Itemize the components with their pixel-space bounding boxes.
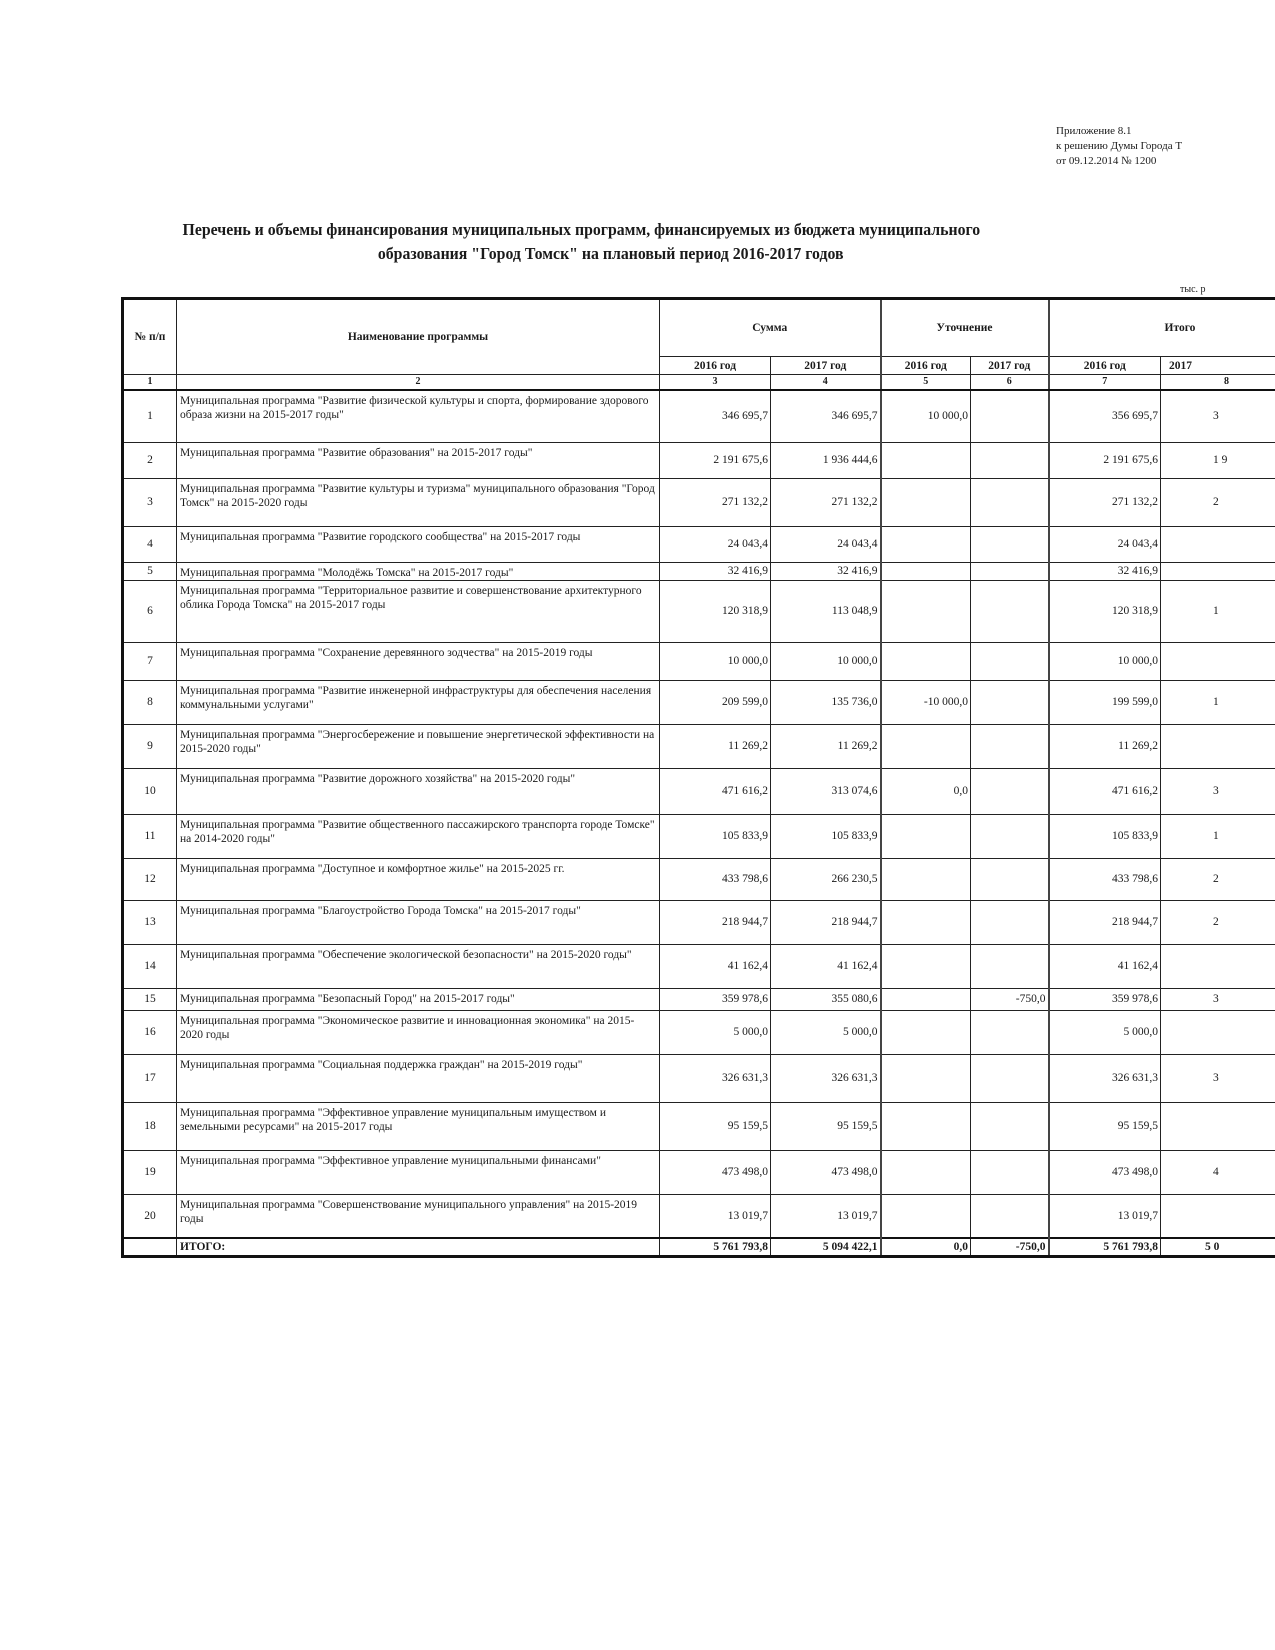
adjust-2016 xyxy=(881,1102,971,1150)
total-2017 xyxy=(1161,642,1275,680)
total-2016: 24 043,4 xyxy=(1049,526,1161,562)
row-number: 11 xyxy=(123,814,177,858)
total-2016: 95 159,5 xyxy=(1049,1102,1161,1150)
total-2016: 5 000,0 xyxy=(1049,1010,1161,1054)
adjust-2017 xyxy=(971,562,1049,580)
total-2016: 13 019,7 xyxy=(1049,1194,1161,1238)
adjust-2016 xyxy=(881,526,971,562)
adjust-2016 xyxy=(881,1150,971,1194)
header-adjust-2016: 2016 год xyxy=(881,357,971,375)
total-2016: 359 978,6 xyxy=(1049,988,1161,1010)
column-numbers-row xyxy=(123,375,1275,391)
units-label: тыс. р xyxy=(1180,284,1206,295)
document-title xyxy=(150,218,1196,266)
row-number: 5 xyxy=(123,562,177,580)
sum-2016: 326 631,3 xyxy=(660,1054,771,1102)
sum-2017: 41 162,4 xyxy=(771,944,881,988)
table-row xyxy=(123,1010,1275,1054)
total-row xyxy=(123,1238,1275,1257)
sum-2017: 13 019,7 xyxy=(771,1194,881,1238)
sum-2017: 10 000,0 xyxy=(771,642,881,680)
sum-2016: 471 616,2 xyxy=(660,768,771,814)
col-number: 6 xyxy=(971,375,1049,391)
adjust-2017 xyxy=(971,900,1049,944)
appendix-line-3: от 09.12.2014 № 1200 xyxy=(1056,155,1157,167)
adjust-2017: -750,0 xyxy=(971,988,1049,1010)
program-name: Муниципальная программа "Развитие городского сообщества" на 2015-2017 годы xyxy=(177,526,660,562)
col-number: 8 xyxy=(1161,375,1275,391)
adjust-2017 xyxy=(971,390,1049,442)
sum-2017: 218 944,7 xyxy=(771,900,881,944)
table-row xyxy=(123,1194,1275,1238)
total-2017: 4 xyxy=(1161,1150,1275,1194)
program-name: Муниципальная программа "Развитие общественного пассажирского транспорта городе Томске" на 2014-2020 годы" xyxy=(177,814,660,858)
sum-2016: 209 599,0 xyxy=(660,680,771,724)
row-number: 4 xyxy=(123,526,177,562)
row-number: 13 xyxy=(123,900,177,944)
table-row xyxy=(123,562,1275,580)
total-2017 xyxy=(1161,526,1275,562)
total-2016: 41 162,4 xyxy=(1049,944,1161,988)
program-name: Муниципальная программа "Развитие культуры и туризма" муниципального образования "Город Томск" на 2015-2020 годы xyxy=(177,478,660,526)
sum-2017: 32 416,9 xyxy=(771,562,881,580)
total-2017 xyxy=(1161,1194,1275,1238)
sum-2016: 95 159,5 xyxy=(660,1102,771,1150)
sum-2017: 11 269,2 xyxy=(771,724,881,768)
total-empty xyxy=(123,1238,177,1257)
total-2017 xyxy=(1161,944,1275,988)
adjust-2016 xyxy=(881,442,971,478)
adjust-2016 xyxy=(881,988,971,1010)
adjust-2017 xyxy=(971,642,1049,680)
adjust-2016 xyxy=(881,642,971,680)
total-2016: 10 000,0 xyxy=(1049,642,1161,680)
total-2016: 326 631,3 xyxy=(1049,1054,1161,1102)
row-number: 1 xyxy=(123,390,177,442)
header-total-2017: 2017 xyxy=(1161,357,1275,375)
program-name: Муниципальная программа "Доступное и комфортное жилье" на 2015-2025 гг. xyxy=(177,858,660,900)
adjust-2017 xyxy=(971,858,1049,900)
row-number: 9 xyxy=(123,724,177,768)
sum-2017: 313 074,6 xyxy=(771,768,881,814)
total-2016: 32 416,9 xyxy=(1049,562,1161,580)
total-2017: 2 xyxy=(1161,900,1275,944)
adjust-2016 xyxy=(881,1194,971,1238)
sum-2016: 473 498,0 xyxy=(660,1150,771,1194)
row-number: 7 xyxy=(123,642,177,680)
header-num: № п/п xyxy=(123,299,177,375)
header-adjust-2017: 2017 год xyxy=(971,357,1049,375)
program-name: Муниципальная программа "Молодёжь Томска" на 2015-2017 годы" xyxy=(177,562,660,580)
adjust-2017 xyxy=(971,1010,1049,1054)
total-2016: 2 191 675,6 xyxy=(1049,442,1161,478)
table-row xyxy=(123,814,1275,858)
total-2017: 1 9 xyxy=(1161,442,1275,478)
total-total-2017: 5 0 xyxy=(1161,1238,1275,1257)
program-name: Муниципальная программа "Развитие дорожного хозяйства" на 2015-2020 годы" xyxy=(177,768,660,814)
adjust-2017 xyxy=(971,580,1049,642)
program-name: Муниципальная программа "Совершенствование муниципального управления" на 2015-2019 годы xyxy=(177,1194,660,1238)
col-number: 5 xyxy=(881,375,971,391)
sum-2017: 95 159,5 xyxy=(771,1102,881,1150)
program-name: Муниципальная программа "Социальная поддержка граждан" на 2015-2019 годы" xyxy=(177,1054,660,1102)
adjust-2017 xyxy=(971,680,1049,724)
adjust-2017 xyxy=(971,768,1049,814)
total-2017: 3 xyxy=(1161,768,1275,814)
table-row xyxy=(123,1150,1275,1194)
adjust-2017 xyxy=(971,1150,1049,1194)
row-number: 6 xyxy=(123,580,177,642)
sum-2016: 13 019,7 xyxy=(660,1194,771,1238)
row-number: 12 xyxy=(123,858,177,900)
row-number: 18 xyxy=(123,1102,177,1150)
total-sum-2017: 5 094 422,1 xyxy=(771,1238,881,1257)
total-2017 xyxy=(1161,724,1275,768)
program-name: Муниципальная программа "Энергосбережение и повышение энергетической эффективности на 2015-2020 годы" xyxy=(177,724,660,768)
adjust-2016 xyxy=(881,562,971,580)
col-number: 7 xyxy=(1049,375,1161,391)
sum-2017: 473 498,0 xyxy=(771,1150,881,1194)
table-row xyxy=(123,724,1275,768)
adjust-2016 xyxy=(881,580,971,642)
total-sum-2016: 5 761 793,8 xyxy=(660,1238,771,1257)
adjust-2016 xyxy=(881,1054,971,1102)
header-sum-2017: 2017 год xyxy=(771,357,881,375)
sum-2016: 2 191 675,6 xyxy=(660,442,771,478)
total-2016: 218 944,7 xyxy=(1049,900,1161,944)
title-line-1: Перечень и объемы финансирования муниципальных программ, финансируемых из бюджета муниципального xyxy=(182,220,981,239)
table-row xyxy=(123,858,1275,900)
total-2016: 433 798,6 xyxy=(1049,858,1161,900)
total-2017: 1 xyxy=(1161,580,1275,642)
program-name: Муниципальная программа "Развитие инженерной инфраструктуры для обеспечения населения коммунальными услугами" xyxy=(177,680,660,724)
total-2016: 356 695,7 xyxy=(1049,390,1161,442)
appendix-note xyxy=(1056,124,1182,169)
total-2016: 11 269,2 xyxy=(1049,724,1161,768)
total-adjust-2017: -750,0 xyxy=(971,1238,1049,1257)
total-2016: 199 599,0 xyxy=(1049,680,1161,724)
total-2016: 120 318,9 xyxy=(1049,580,1161,642)
sum-2017: 5 000,0 xyxy=(771,1010,881,1054)
program-name: Муниципальная программа "Развитие образования" на 2015-2017 годы" xyxy=(177,442,660,478)
table-row xyxy=(123,580,1275,642)
appendix-line-1: Приложение 8.1 xyxy=(1056,125,1132,137)
total-2017: 2 xyxy=(1161,478,1275,526)
total-2017 xyxy=(1161,1010,1275,1054)
total-2016: 471 616,2 xyxy=(1049,768,1161,814)
adjust-2016 xyxy=(881,1010,971,1054)
program-name: Муниципальная программа "Экономическое развитие и инновационная экономика" на 2015-2020 годы xyxy=(177,1010,660,1054)
table-row xyxy=(123,768,1275,814)
sum-2017: 24 043,4 xyxy=(771,526,881,562)
sum-2016: 271 132,2 xyxy=(660,478,771,526)
row-number: 3 xyxy=(123,478,177,526)
appendix-line-2: к решению Думы Города Т xyxy=(1056,140,1183,152)
adjust-2017 xyxy=(971,1102,1049,1150)
table-row xyxy=(123,900,1275,944)
adjust-2017 xyxy=(971,724,1049,768)
sum-2017: 1 936 444,6 xyxy=(771,442,881,478)
table-row xyxy=(123,442,1275,478)
programs-table xyxy=(121,297,1275,1258)
program-name: Муниципальная программа "Сохранение деревянного зодчества" на 2015-2019 годы xyxy=(177,642,660,680)
sum-2016: 359 978,6 xyxy=(660,988,771,1010)
program-name: Муниципальная программа "Благоустройство Города Томска" на 2015-2017 годы" xyxy=(177,900,660,944)
total-label: ИТОГО: xyxy=(177,1238,660,1257)
sum-2017: 271 132,2 xyxy=(771,478,881,526)
sum-2017: 326 631,3 xyxy=(771,1054,881,1102)
program-name: Муниципальная программа "Территориальное развитие и совершенствование архитектурного облика Города Томска" на 2015-2017 годы xyxy=(177,580,660,642)
table-row xyxy=(123,642,1275,680)
adjust-2016: 0,0 xyxy=(881,768,971,814)
header-total: Итого xyxy=(1049,299,1275,357)
table-row xyxy=(123,944,1275,988)
adjust-2017 xyxy=(971,442,1049,478)
sum-2016: 346 695,7 xyxy=(660,390,771,442)
adjust-2016 xyxy=(881,900,971,944)
col-number: 3 xyxy=(660,375,771,391)
total-2016: 105 833,9 xyxy=(1049,814,1161,858)
row-number: 16 xyxy=(123,1010,177,1054)
row-number: 2 xyxy=(123,442,177,478)
header-adjust: Уточнение xyxy=(881,299,1049,357)
program-name: Муниципальная программа "Обеспечение экологической безопасности" на 2015-2020 годы" xyxy=(177,944,660,988)
row-number: 17 xyxy=(123,1054,177,1102)
table-row xyxy=(123,1054,1275,1102)
total-adjust-2016: 0,0 xyxy=(881,1238,971,1257)
sum-2017: 355 080,6 xyxy=(771,988,881,1010)
table-row xyxy=(123,478,1275,526)
adjust-2016: -10 000,0 xyxy=(881,680,971,724)
header-sum-2016: 2016 год xyxy=(660,357,771,375)
adjust-2016 xyxy=(881,944,971,988)
table-row xyxy=(123,680,1275,724)
table-row xyxy=(123,390,1275,442)
header-sum: Сумма xyxy=(660,299,881,357)
sum-2016: 41 162,4 xyxy=(660,944,771,988)
sum-2016: 105 833,9 xyxy=(660,814,771,858)
sum-2016: 32 416,9 xyxy=(660,562,771,580)
header-name: Наименование программы xyxy=(177,299,660,375)
sum-2016: 10 000,0 xyxy=(660,642,771,680)
sum-2017: 135 736,0 xyxy=(771,680,881,724)
sum-2016: 120 318,9 xyxy=(660,580,771,642)
sum-2016: 24 043,4 xyxy=(660,526,771,562)
col-number: 4 xyxy=(771,375,881,391)
col-number: 2 xyxy=(177,375,660,391)
adjust-2016: 10 000,0 xyxy=(881,390,971,442)
table-row xyxy=(123,988,1275,1010)
program-name: Муниципальная программа "Эффективное управление муниципальным имуществом и земельными ресурсами" на 2015-2017 годы xyxy=(177,1102,660,1150)
program-name: Муниципальная программа "Безопасный Город" на 2015-2017 годы" xyxy=(177,988,660,1010)
sum-2016: 11 269,2 xyxy=(660,724,771,768)
program-name: Муниципальная программа "Развитие физической культуры и спорта, формирование здорового образа жизни на 2015-2017 годы" xyxy=(177,390,660,442)
total-2017 xyxy=(1161,1102,1275,1150)
table-row xyxy=(123,1102,1275,1150)
sum-2016: 433 798,6 xyxy=(660,858,771,900)
total-2017: 3 xyxy=(1161,988,1275,1010)
header-total-2016: 2016 год xyxy=(1049,357,1161,375)
adjust-2017 xyxy=(971,526,1049,562)
row-number: 8 xyxy=(123,680,177,724)
row-number: 19 xyxy=(123,1150,177,1194)
adjust-2017 xyxy=(971,1194,1049,1238)
sum-2017: 346 695,7 xyxy=(771,390,881,442)
sum-2016: 5 000,0 xyxy=(660,1010,771,1054)
total-2016: 473 498,0 xyxy=(1049,1150,1161,1194)
adjust-2016 xyxy=(881,478,971,526)
row-number: 10 xyxy=(123,768,177,814)
total-2017 xyxy=(1161,562,1275,580)
total-2017: 2 xyxy=(1161,858,1275,900)
adjust-2016 xyxy=(881,814,971,858)
sum-2017: 266 230,5 xyxy=(771,858,881,900)
sum-2016: 218 944,7 xyxy=(660,900,771,944)
adjust-2017 xyxy=(971,814,1049,858)
table-row xyxy=(123,526,1275,562)
row-number: 20 xyxy=(123,1194,177,1238)
row-number: 15 xyxy=(123,988,177,1010)
sum-2017: 113 048,9 xyxy=(771,580,881,642)
adjust-2017 xyxy=(971,944,1049,988)
adjust-2016 xyxy=(881,858,971,900)
sum-2017: 105 833,9 xyxy=(771,814,881,858)
total-2017: 1 xyxy=(1161,680,1275,724)
col-number: 1 xyxy=(123,375,177,391)
adjust-2017 xyxy=(971,1054,1049,1102)
total-2017: 1 xyxy=(1161,814,1275,858)
total-2017: 3 xyxy=(1161,390,1275,442)
program-name: Муниципальная программа "Эффективное управление муниципальными финансами" xyxy=(177,1150,660,1194)
total-2017: 3 xyxy=(1161,1054,1275,1102)
title-line-2: образования "Город Томск" на плановый период 2016-2017 годов xyxy=(377,244,844,263)
total-total-2016: 5 761 793,8 xyxy=(1049,1238,1161,1257)
adjust-2016 xyxy=(881,724,971,768)
adjust-2017 xyxy=(971,478,1049,526)
total-2016: 271 132,2 xyxy=(1049,478,1161,526)
row-number: 14 xyxy=(123,944,177,988)
